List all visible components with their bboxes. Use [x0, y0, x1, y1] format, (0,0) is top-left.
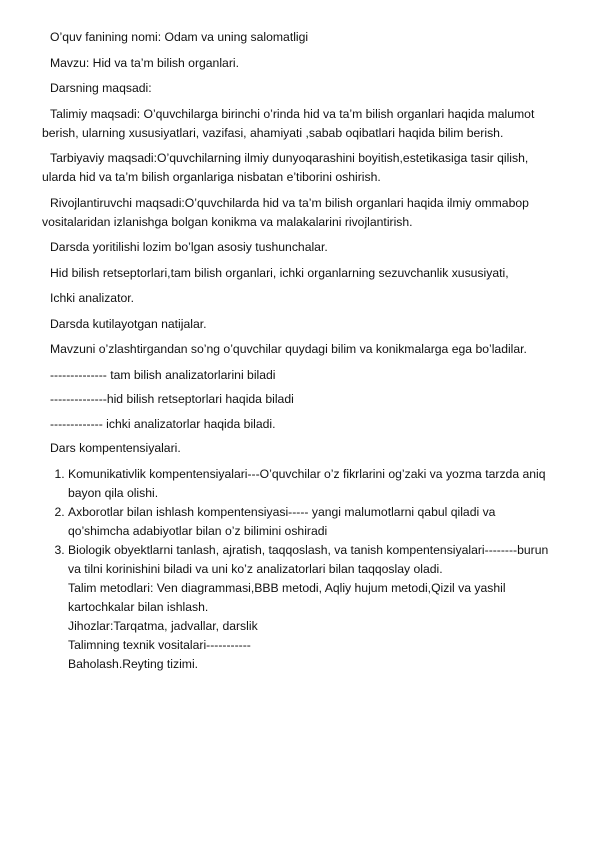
list-item — [68, 465, 558, 503]
list-item — [68, 503, 558, 541]
key-concepts-heading: Darsda yoritilishi lozim bo’lgan asosiy tushunchalar. — [50, 240, 328, 254]
teaching-methods: Talim metodlari: Ven diagrammasi,BBB metodi, Aqliy hujum metodi,Qizil va yashil kartochkalar bilan ishlash. — [68, 580, 506, 614]
assessment-line: Baholash.Reyting tizimi. — [68, 656, 199, 671]
list-item-text: Biologik obyektlarni tanlash, ajratish, taqqoslash, va tanish kompentensiyalari--------burun va tilni korinishini biladi va uni ko’z analizatorlari bilan taqqoslay oladi. — [68, 542, 549, 576]
technical-means-line: Talimning texnik vositalari----------- — [68, 637, 251, 652]
key-concepts-extra: Ichki analizator. — [50, 291, 135, 305]
goals-heading: Darsning maqsadi: — [50, 81, 152, 95]
upbringing-goal: Tarbiyaviy maqsadi:O’quvchilarning ilmiy dunyoqarashini boyitish,estetikasiga tasir qilish, ularda hid va ta’m bilish organlariga nisbatan e’tiborini oshirish. — [42, 151, 529, 184]
result-item: --------------hid bilish retseptorlari haqida biladi — [50, 392, 294, 406]
expected-results-heading: Darsda kutilayotgan natijalar. — [50, 316, 207, 331]
subject-line: O’quv fanining nomi: Odam va uning salomatligi — [50, 30, 309, 44]
list-item — [68, 541, 558, 674]
expected-results-text: Mavzuni o’zlashtirgandan so’ng o’quvchilar quydagi bilim va konikmalarga ega bo’ladilar. — [50, 342, 527, 356]
competencies-heading: Dars kompentensiyalari. — [50, 441, 181, 455]
developmental-goal: Rivojlantiruvchi maqsadi:O’quvchilarda hid va ta’m bilish organlari haqida ilmiy ommabop vositalaridan izlanishga bolgan konikma va malakalarini rivojlantirish. — [42, 195, 529, 229]
document-body — [42, 28, 558, 674]
competencies-list — [42, 465, 558, 674]
educational-goal: Talimiy maqsadi: O’quvchilarga birinchi o’rinda hid va ta’m bilish organlari haqida malumot berish, ularning xususiyatlari, vazifasi, ahamiyati ,sabab oqibatlari haqida bilim berish. — [42, 106, 535, 140]
list-item-text: Axborotlar bilan ishlash kompentensiyasi----- yangi malumotlarni qabul qiladi va qo’shimcha adabiyotlar bilan o’z bilimini oshiradi — [68, 504, 496, 538]
result-item: -------------- tam bilish analizatorlarini biladi — [50, 367, 276, 382]
list-item-text: Komunikativlik kompentensiyalari---O’quvchilar o’z fikrlarini og’zaki va yozma tarzda aniq bayon qila olishi. — [68, 466, 546, 500]
equipment-line: Jihozlar:Tarqatma, jadvallar, darslik — [68, 618, 258, 633]
key-concepts-text: Hid bilish retseptorlari,tam bilish organlari, ichki organlarning sezuvchanlik xususiyati, — [50, 265, 509, 280]
topic-line: Mavzu: Hid va ta’m bilish organlari. — [50, 55, 239, 70]
result-item: ------------- ichki analizatorlar haqida biladi. — [50, 416, 276, 431]
